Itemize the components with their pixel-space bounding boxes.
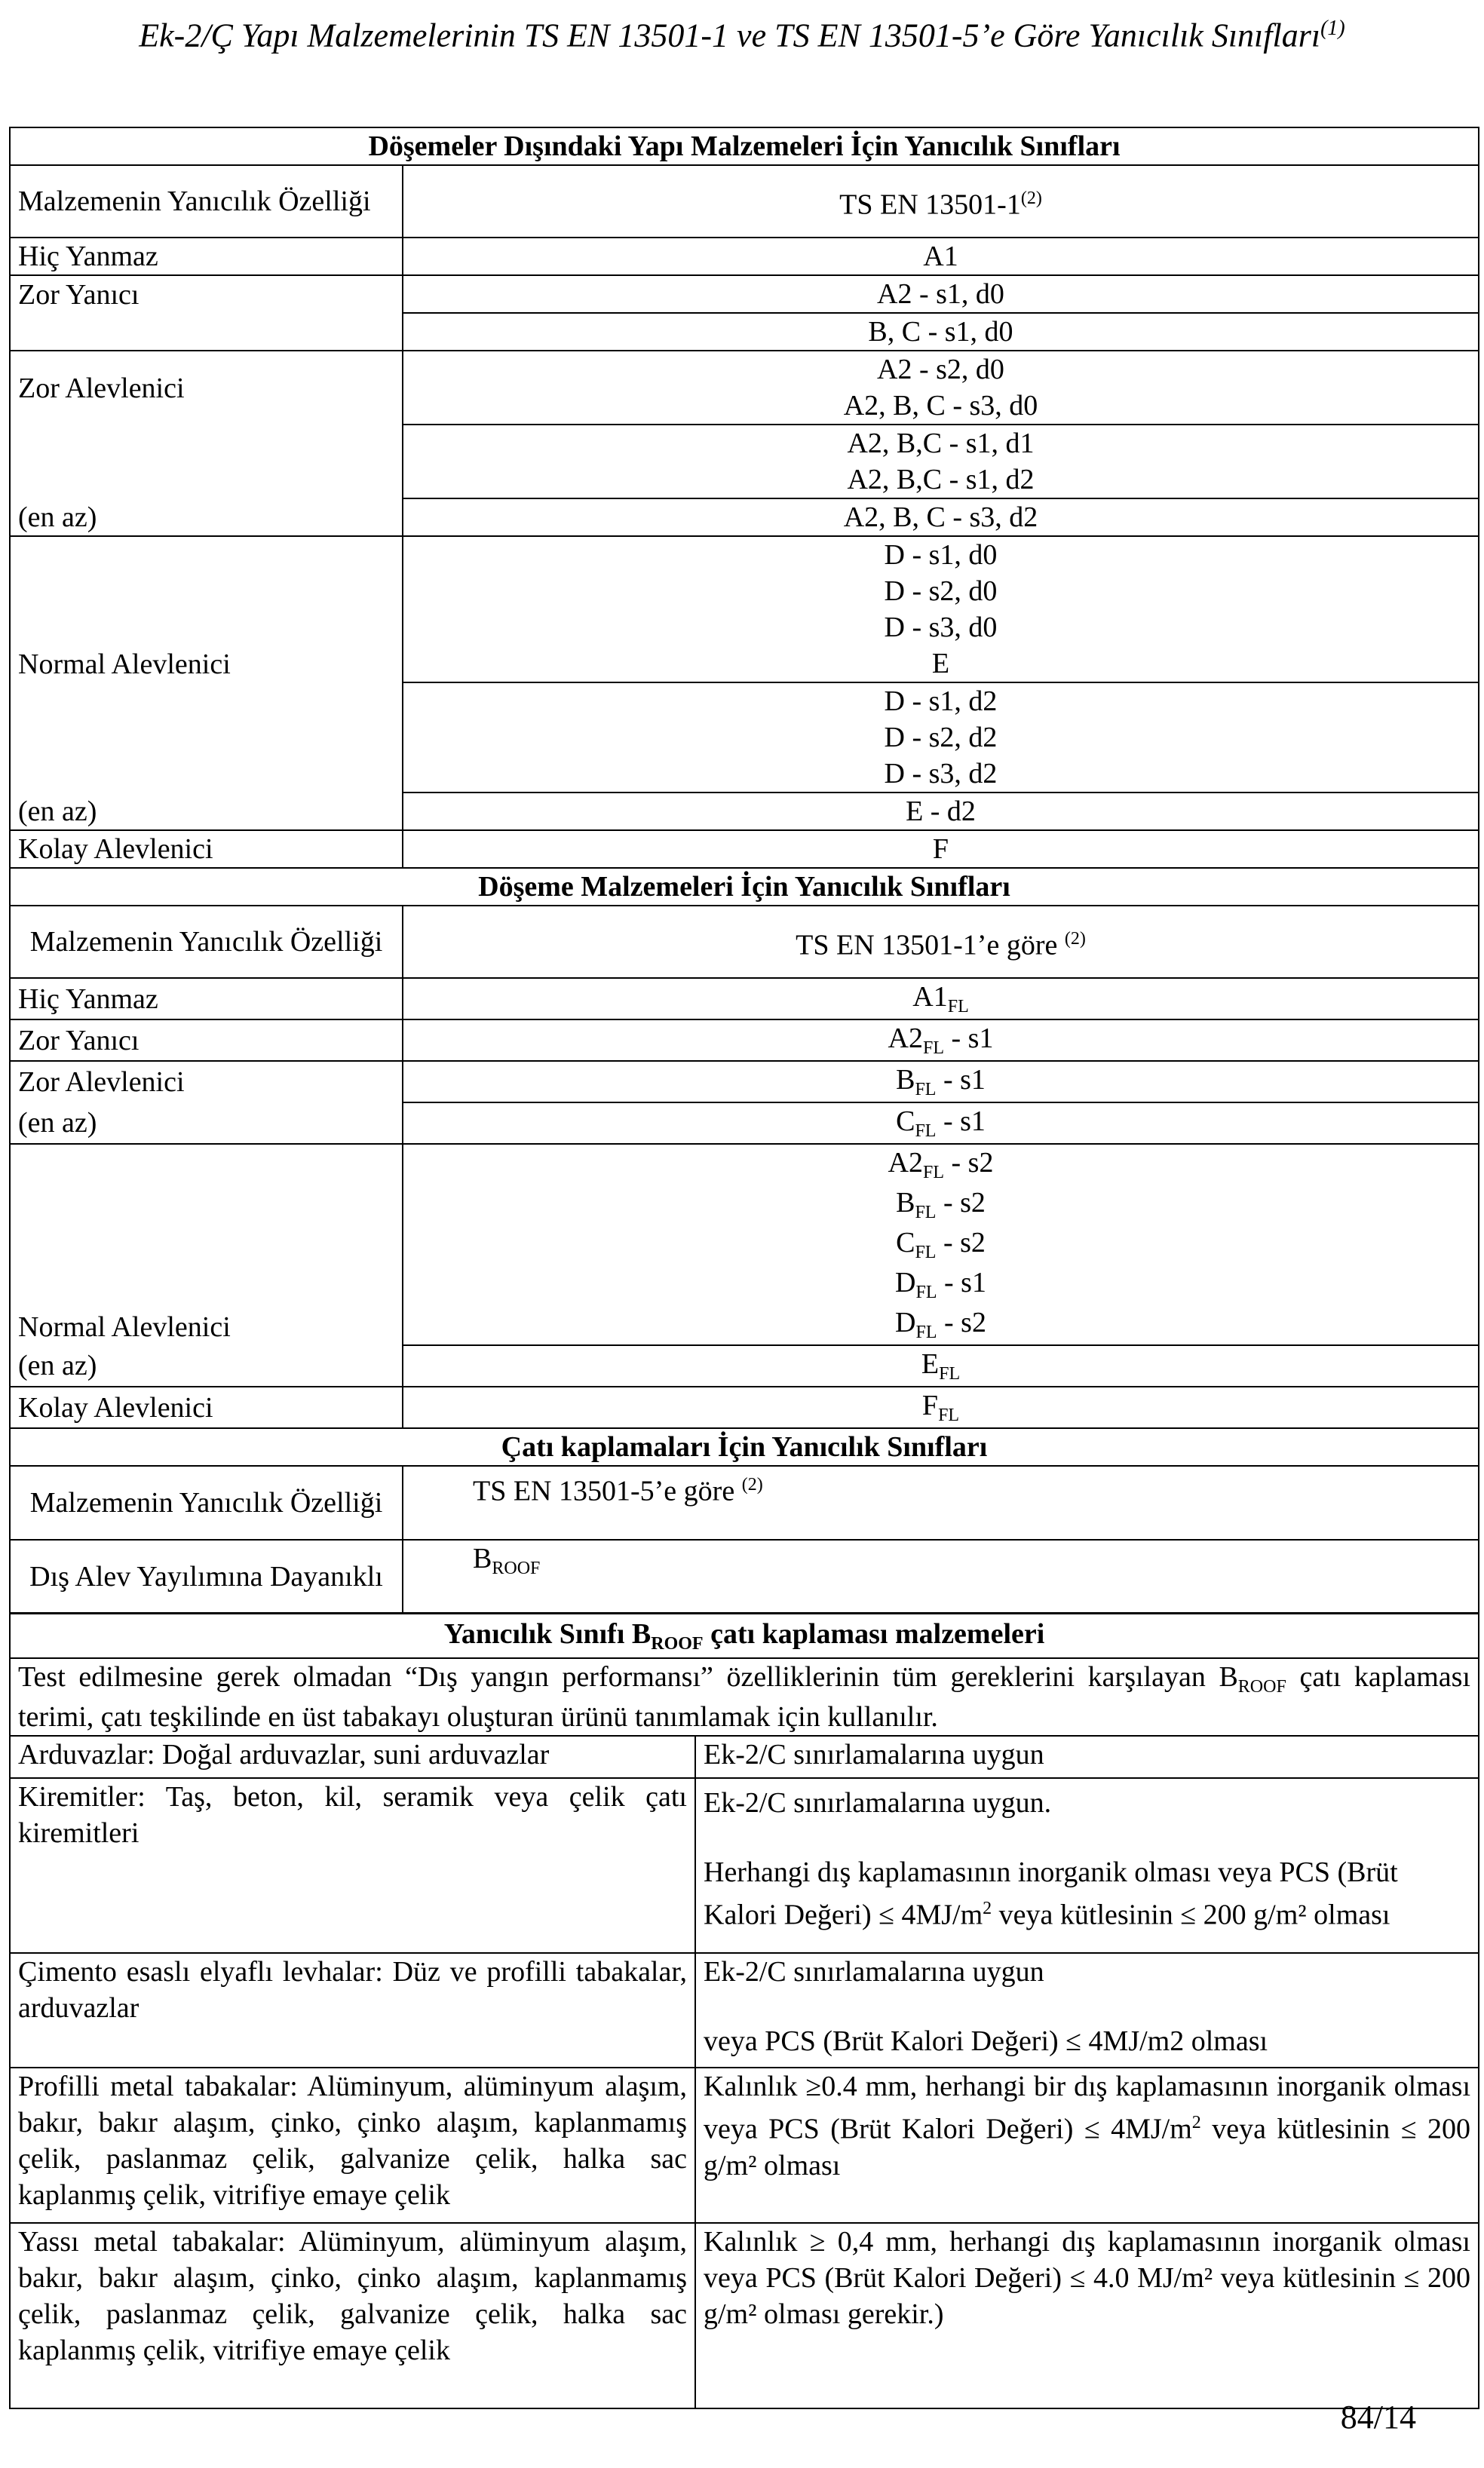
sec2-hic-yanmaz: Hiç Yanmaz [10,978,403,1019]
sec1-na-group2: D - s1, d2 D - s2, d2 D - s3, d2 [403,682,1479,793]
sec1-normal-alevlenici-cont [10,682,403,793]
sec3-col-right: TS EN 13501-5’e göre $^{(2)}$ [403,1466,1479,1540]
sec2-zor-alevlenici: Zor Alevlenici [10,1061,403,1102]
sec3-heading: Çatı kaplamaları İçin Yanıcılık Sınıfları [10,1428,1479,1466]
page-number: 84/14 [1340,2399,1416,2436]
sec2-en-az-2: (en az) [10,1345,403,1387]
sec4-row5-left: Yassı metal tabakalar: Alüminyum, alüminyum alaşım, bakır, bakır alaşım, çinko, çinko alaşım, kaplanmamış çelik, paslanmaz çelik, galvanize çelik, halka sac kaplanmış çelik, vitrifiye emaye çelik [10,2223,695,2408]
sec4-row4-left: Profilli metal tabakalar: Alüminyum, alüminyum alaşım, bakır, bakır alaşım, çinko, çinko alaşım, kaplanmamış çelik, paslanmaz çelik, galvanize çelik, halka sac kaplanmış çelik, vitrifiye emaye çelik [10,2068,695,2223]
sec4-row5-right: Kalınlık ≥ 0,4 mm, herhangi dış kaplamasının inorganik olması veya PCS (Brüt Kalori Değeri) ≤ 4.0 MJ/m² veya kütlesinin ≤ 200 g/m² olması gerekir.) [695,2223,1479,2408]
sec4-row1-left: Arduvazlar: Doğal arduvazlar, suni arduvazlar [10,1736,695,1778]
sec1-za5: A2, B, C - s3, d2 [403,498,1479,536]
sec3-row-left: Dış Alev Yayılımına Dayanıklı [10,1540,403,1614]
sec1-col-right: TS EN 13501-1$^{(2)}$ [403,165,1479,238]
sec1-za-group2: A2, B,C - s1, d1 A2, B,C - s1, d2 [403,425,1479,498]
sec1-na-group1: D - s1, d0 D - s2, d0 D - s3, d0 E [403,536,1479,682]
sec4-row4-right: Kalınlık ≥0.4 mm, herhangi bir dış kaplamasının inorganik olması veya PCS (Brüt Kalori Değeri) ≤ $4MJ/m^2$ veya kütlesinin ≤ 200 g/m² olması [695,2068,1479,2223]
sec2-col-left: Malzemenin Yanıcılık Özelliği [10,906,403,978]
sec2-r1: $A1_{FL}$ [403,978,1479,1019]
sec1-kolay-alevlenici: Kolay Alevlenici [10,830,403,868]
classification-table [9,127,1479,1614]
sec4-heading: Yanıcılık Sınıfı $B_{ROOF}$ çatı kaplaması malzemeleri [10,1613,1479,1658]
sec2-r2: $A2_{FL} - s1$ [403,1019,1479,1061]
sec4-row3-left: Çimento esaslı elyaflı levhalar: Düz ve profilli tabakalar, arduvazlar [10,1953,695,2068]
sec1-ka: F [403,830,1479,868]
sec4-row2-right: Ek-2/C sınırlamalarına uygun. Herhangi dış kaplamasının inorganik olması veya PCS (Brüt Kalori Değeri) ≤ $4MJ/m^2$ veya kütlesinin ≤ 200 g/m² olması [695,1778,1479,1953]
sec1-zor-yanici: Zor Yanıcı [10,275,403,313]
sec1-heading: Döşemeler Dışındaki Yapı Malzemeleri İçin Yanıcılık Sınıfları [10,127,1479,165]
sec2-r3: $B_{FL} - s1$ [403,1061,1479,1102]
sec2-normal-alevlenici: Normal Alevlenici [10,1144,403,1345]
sec4-row2-left: Kiremitler: Taş, beton, kil, seramik veya çelik çatı kiremitleri [10,1778,695,1953]
sec4-row1-right: Ek-2/C sınırlamalarına uygun [695,1736,1479,1778]
sec2-n-group: $A2_{FL} - s2$ $B_{FL} - s2$ $C_{FL} - s2$ $D_{FL} - s1$ $D_{FL} - s2$ [403,1144,1479,1345]
sec1-hic-yanmaz: Hiç Yanmaz [10,238,403,275]
sec1-zor-alevlenici: Zor Alevlenici [10,351,403,425]
sec2-kolay-alevlenici: Kolay Alevlenici [10,1387,403,1428]
sec2-r6: $F_{FL}$ [403,1387,1479,1428]
sec2-r5: $E_{FL}$ [403,1345,1479,1387]
sec1-col-left: Malzemenin Yanıcılık Özelliği [10,165,403,238]
sec2-zor-yanici: Zor Yanıcı [10,1019,403,1061]
sec1-zor-yanici-cont [10,313,403,351]
sec4-row3-right: Ek-2/C sınırlamalarına uygun veya PCS (Brüt Kalori Değeri) ≤ 4MJ/m2 olması [695,1953,1479,2068]
sec4-intro: Test edilmesine gerek olmadan “Dış yangın performansı” özelliklerinin tüm gereklerini karşılayan $B_{ROOF}$ çatı kaplaması terimi, çatı teşkilinde en üst tabakayı oluşturan ürünü tanımlamak için kullanılır. [10,1658,1479,1736]
sec1-en-az-1: (en az) [10,498,403,536]
sec1-zy2: B, C - s1, d0 [403,313,1479,351]
sec1-a1: A1 [403,238,1479,275]
sec2-col-right: TS EN 13501-1’e göre $^{(2)}$ [403,906,1479,978]
sec3-row-right: $B_{ROOF}$ [403,1540,1479,1614]
page-title: Ek-2/Ç Yapı Malzemelerinin TS EN 13501-1 ve TS EN 13501-5’e Göre Yanıcılık Sınıfları$^{(1)}$ [139,17,1345,54]
sec1-zy1: A2 - s1, d0 [403,275,1479,313]
roof-materials-table [9,1612,1479,2409]
sec2-en-az-1: (en az) [10,1102,403,1144]
sec1-zor-alevlenici-cont [10,425,403,498]
sec1-normal-alevlenici: Normal Alevlenici [10,536,403,682]
sec3-col-left: Malzemenin Yanıcılık Özelliği [10,1466,403,1540]
sec2-r4: $C_{FL} - s1$ [403,1102,1479,1144]
sec1-en-az-2: (en az) [10,793,403,830]
sec1-na8: E - d2 [403,793,1479,830]
title-footnote: (1) [1320,17,1345,40]
sec2-heading: Döşeme Malzemeleri İçin Yanıcılık Sınıfları [10,868,1479,906]
sec1-za-group1: A2 - s2, d0 A2, B, C - s3, d0 [403,351,1479,425]
